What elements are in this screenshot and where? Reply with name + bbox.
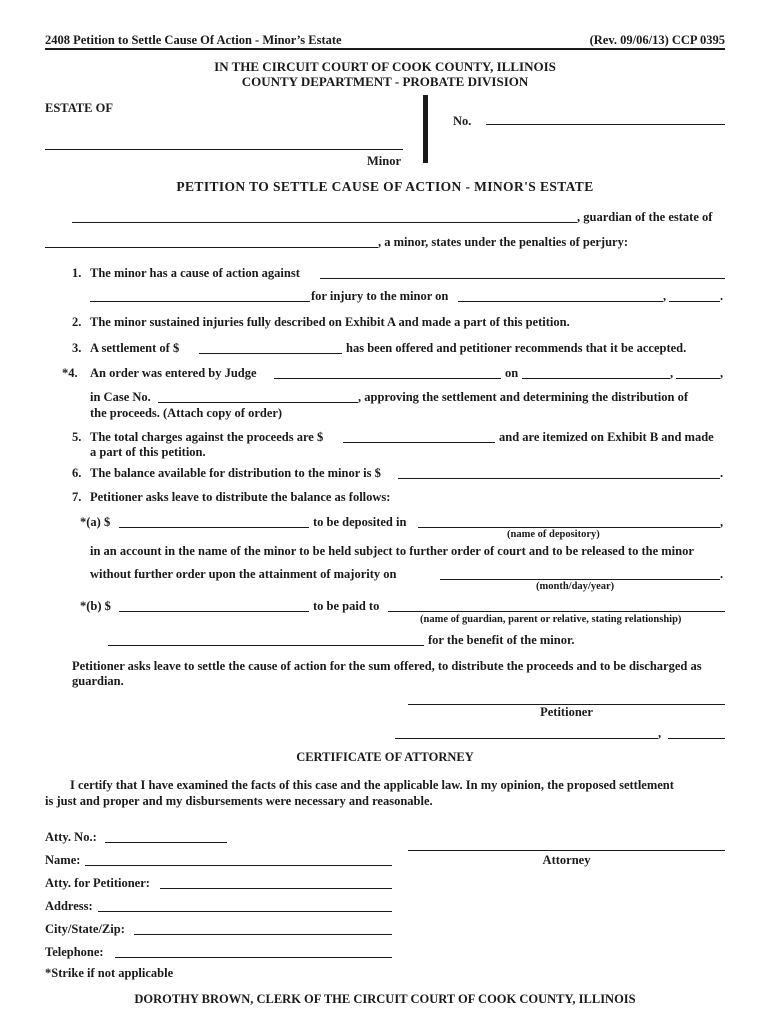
on-label: on xyxy=(505,366,519,380)
deposit-amount-field[interactable] xyxy=(119,527,309,528)
minor-name-field-2[interactable] xyxy=(45,247,378,248)
estate-of-label: ESTATE OF xyxy=(45,101,113,115)
defendant-field[interactable] xyxy=(320,278,725,279)
item-5-text-2: and are itemized on Exhibit B and made xyxy=(499,430,714,444)
item-5-text-3: a part of this petition. xyxy=(90,445,206,459)
leave-text: Petitioner asks leave to settle the cause of action for the sum offered, to distribute the proceeds and to be discharged as xyxy=(72,659,702,673)
court-department: COUNTY DEPARTMENT - PROBATE DIVISION xyxy=(241,74,529,89)
injury-party-field[interactable] xyxy=(90,301,310,302)
option-b-label: *(b) $ xyxy=(80,599,111,613)
atty-for-field[interactable] xyxy=(160,888,392,889)
depository-caption: (name of depository) xyxy=(507,529,600,540)
strike-note: *Strike if not applicable xyxy=(45,966,174,980)
attorney-signature-field[interactable] xyxy=(408,850,725,851)
certificate-text: I certify that I have examined the facts of this case and the applicable law. In my opinion, the proposed settlement xyxy=(70,778,674,792)
charges-amount-field[interactable] xyxy=(343,442,495,443)
minor-perjury-text: , a minor, states under the penalties of perjury: xyxy=(378,235,628,249)
item-7-number: 7. xyxy=(72,490,82,504)
item-4-number: *4. xyxy=(62,366,78,380)
order-year-field[interactable] xyxy=(676,378,720,379)
item-6-text: The balance available for distribution to the minor is $ xyxy=(90,466,381,480)
judge-name-field[interactable] xyxy=(274,378,501,379)
item-3-number: 3. xyxy=(72,341,82,355)
period: . xyxy=(720,567,724,581)
payee-field-2[interactable] xyxy=(108,645,424,646)
attorney-name-field[interactable] xyxy=(85,865,392,866)
comma: , xyxy=(670,366,674,380)
item-4-text: An order was entered by Judge xyxy=(90,366,257,380)
case-no-text: in Case No. xyxy=(90,390,151,404)
deposited-text: to be deposited in xyxy=(313,515,407,529)
option-a-label: *(a) $ xyxy=(80,515,111,529)
injury-text: for injury to the minor on xyxy=(311,289,449,303)
city-label: City/State/Zip: xyxy=(45,922,125,936)
guardian-text: , guardian of the estate of xyxy=(577,210,713,224)
minor-name-field[interactable] xyxy=(45,149,403,150)
minor-label: Minor xyxy=(367,154,402,168)
address-label: Address: xyxy=(45,899,93,913)
proceeds-text: the proceeds. (Attach copy of order) xyxy=(90,406,283,420)
settlement-amount-field[interactable] xyxy=(199,353,342,354)
guardian-name-field[interactable] xyxy=(72,222,577,223)
comma: , xyxy=(720,366,724,380)
period: . xyxy=(720,466,724,480)
payee-field[interactable] xyxy=(388,611,725,612)
telephone-field[interactable] xyxy=(115,957,392,958)
item-7-text: Petitioner asks leave to distribute the balance as follows: xyxy=(90,490,391,504)
item-5-number: 5. xyxy=(72,430,82,444)
paid-to-text: to be paid to xyxy=(313,599,380,613)
majority-text: without further order upon the attainment of majority on xyxy=(90,567,397,581)
injury-year-field[interactable] xyxy=(669,301,720,302)
approving-text: , approving the settlement and determining the distribution of xyxy=(358,390,688,404)
attorney-label: Attorney xyxy=(542,853,591,867)
payment-amount-field[interactable] xyxy=(119,611,309,612)
item-3-text-2: has been offered and petitioner recommends that it be accepted. xyxy=(346,341,687,355)
comma: , xyxy=(658,726,662,740)
atty-no-field[interactable] xyxy=(105,842,227,843)
item-1-text: The minor has a cause of action against xyxy=(90,266,300,280)
account-text: in an account in the name of the minor to be held subject to further order of court and to be released to the minor xyxy=(90,544,694,558)
period: . xyxy=(720,289,724,303)
case-number-field[interactable] xyxy=(158,402,358,403)
comma: , xyxy=(720,515,724,529)
certificate-text-2: is just and proper and my disbursements were necessary and reasonable. xyxy=(45,794,433,808)
balance-amount-field[interactable] xyxy=(398,478,720,479)
caption-bracket xyxy=(423,95,428,163)
petition-year-field[interactable] xyxy=(668,738,725,739)
item-3-text: A settlement of $ xyxy=(90,341,180,355)
payee-caption: (name of guardian, parent or relative, stating relationship) xyxy=(420,614,682,625)
item-5-text: The total charges against the proceeds are $ xyxy=(90,430,324,444)
item-1-number: 1. xyxy=(72,266,82,280)
certificate-heading: CERTIFICATE OF ATTORNEY xyxy=(296,750,474,764)
leave-text-2: guardian. xyxy=(72,674,124,688)
revision-code: (Rev. 09/06/13) CCP 0395 xyxy=(589,33,725,47)
order-date-field[interactable] xyxy=(522,378,670,379)
petitioner-label: Petitioner xyxy=(540,705,593,719)
city-field[interactable] xyxy=(134,934,392,935)
form-title: 2408 Petition to Settle Cause Of Action - Minor’s Estate xyxy=(45,33,342,47)
comma: , xyxy=(663,289,667,303)
date-caption: (month/day/year) xyxy=(536,581,615,592)
clerk-footer: DOROTHY BROWN, CLERK OF THE CIRCUIT COURT OF COOK COUNTY, ILLINOIS xyxy=(134,992,636,1006)
atty-no-label: Atty. No.: xyxy=(45,830,97,844)
petition-title: PETITION TO SETTLE CAUSE OF ACTION - MINOR'S ESTATE xyxy=(176,179,594,194)
petition-date-field[interactable] xyxy=(395,738,658,739)
atty-for-label: Atty. for Petitioner: xyxy=(45,876,150,890)
item-6-number: 6. xyxy=(72,466,82,480)
case-no-field[interactable] xyxy=(486,124,725,125)
case-no-label: No. xyxy=(453,114,472,128)
injury-date-field[interactable] xyxy=(458,301,663,302)
benefit-text: for the benefit of the minor. xyxy=(428,633,575,647)
item-2-number: 2. xyxy=(72,315,82,329)
header-rule xyxy=(45,48,725,50)
court-name: IN THE CIRCUIT COURT OF COOK COUNTY, ILLINOIS xyxy=(214,59,556,74)
address-field[interactable] xyxy=(98,911,392,912)
telephone-label: Telephone: xyxy=(45,945,104,959)
name-label: Name: xyxy=(45,853,81,867)
item-2-text: The minor sustained injuries fully described on Exhibit A and made a part of this petition. xyxy=(90,315,570,329)
